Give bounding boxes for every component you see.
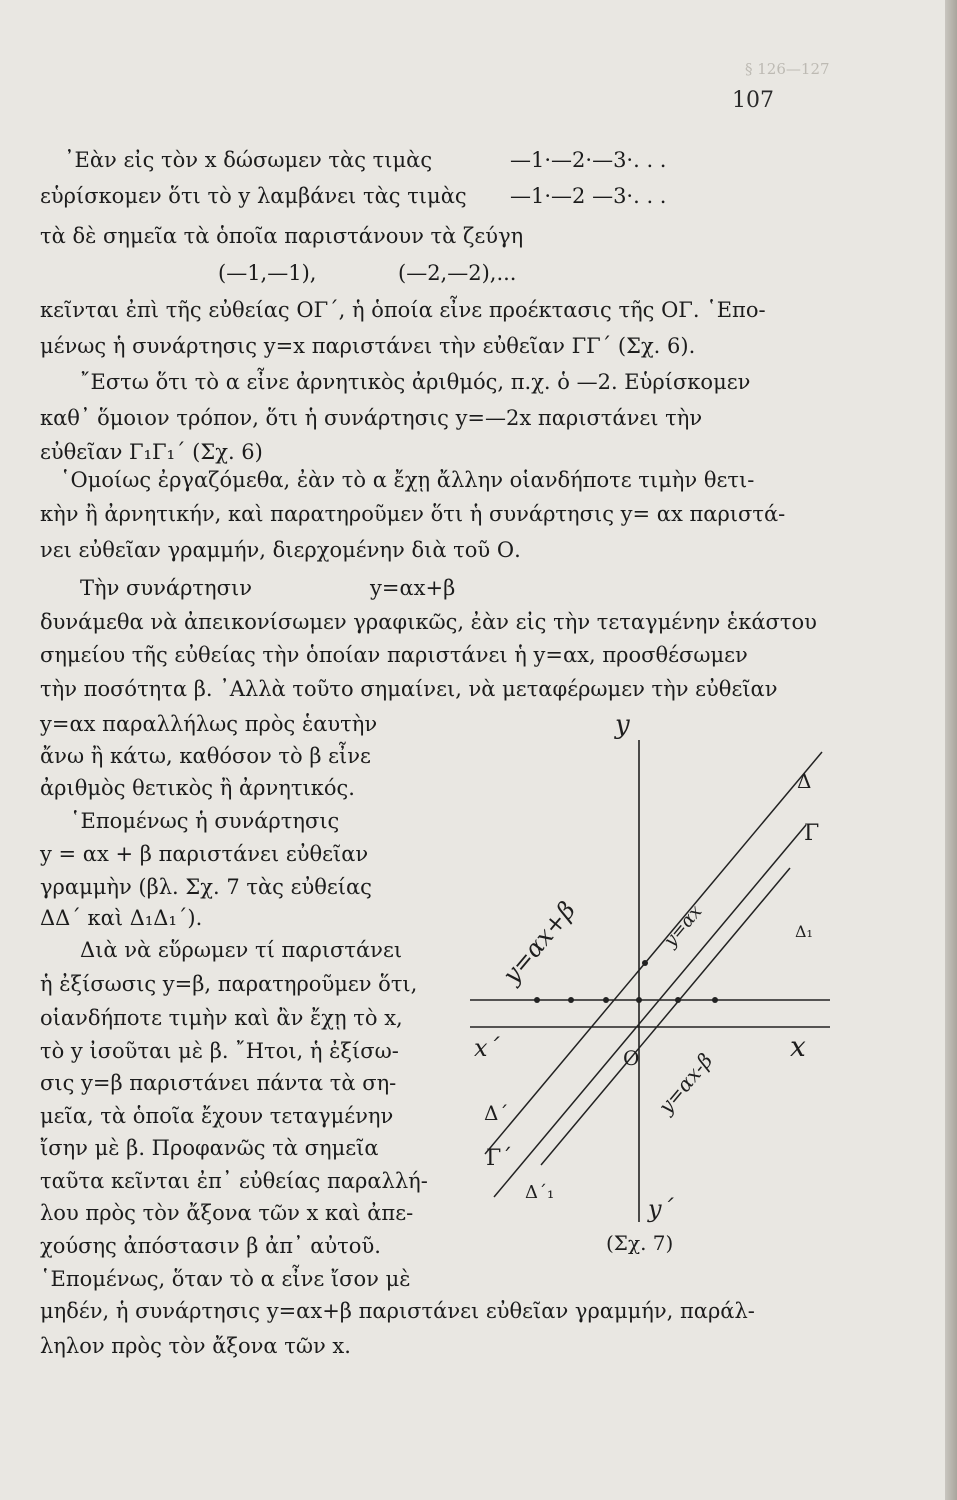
- text-line: χούσης ἀπόστασιν β ἀπ᾿ αὐτοῦ.: [40, 1234, 381, 1258]
- text-line: μεῖα, τὰ ὁποῖα ἔχουν τεταγμένην: [40, 1104, 394, 1128]
- plot-point: [534, 997, 540, 1003]
- line-gamma: [494, 825, 806, 1197]
- text-line: τὰ δὲ σημεῖα τὰ ὁποῖα παριστάνουν τὰ ζεύγη: [40, 224, 524, 248]
- plot-point: [603, 997, 609, 1003]
- text-line: τὴν ποσότητα β. ᾿Αλλὰ τοῦτο σημαίνει, νὰ μεταφέρωμεν τὴν εὐθεῖαν: [40, 677, 778, 701]
- equation-label: y=αx: [659, 901, 707, 952]
- plot-point: [642, 960, 648, 966]
- label-delta: Δ: [797, 769, 812, 793]
- label-delta1: Δ₁: [795, 922, 813, 941]
- text-line: καθ᾿ ὅμοιον τρόπον, ὅτι ἡ συνάρτησις y=—2x παριστάνει τὴν: [40, 406, 703, 430]
- coordinate-pair: (—2,—2),...: [398, 261, 517, 285]
- plot-point: [675, 997, 681, 1003]
- plot-point: [636, 997, 642, 1003]
- text-line: ῎Εστω ὅτι τὸ α εἶνε ἀρνητικὸς ἀριθμός, π.χ. ὁ —2. Εὑρίσκομεν: [80, 370, 751, 394]
- text-line: δυνάμεθα νὰ ἀπεικονίσωμεν γραφικῶς, ἐὰν εἰς τὴν τεταγμένην ἑκάστου: [40, 610, 817, 634]
- text-line: ῾Ομοίως ἐργαζόμεθα, ἐὰν τὸ α ἔχῃ ἄλλην οἱανδήποτε τιμὴν θετι-: [60, 468, 755, 492]
- label-y: y: [615, 710, 630, 740]
- text-line: Τὴν συνάρτησιν: [80, 576, 252, 600]
- label-x: x: [790, 1030, 806, 1063]
- figure-caption: (Σχ. 7): [606, 1231, 674, 1255]
- text-line: γραμμὴν (βλ. Σχ. 7 τὰς εὐθείας: [40, 875, 372, 899]
- text-line: οἱανδήποτε τιμὴν καὶ ἂν ἔχῃ τὸ x,: [40, 1006, 403, 1030]
- text-line: λου πρὸς τὸν ἄξονα τῶν x καὶ ἀπε-: [40, 1201, 414, 1225]
- text-line: ἴσην μὲ β. Προφανῶς τὰ σημεῖα: [40, 1136, 379, 1160]
- text-line: y=αx παραλλήλως πρὸς ἑαυτὴν: [40, 712, 378, 736]
- plot-point: [712, 997, 718, 1003]
- text-line: μηδέν, ἡ συνάρτησις y=αx+β παριστάνει εὐθεῖαν γραμμήν, παράλ-: [40, 1299, 755, 1323]
- text-line: εὐθεῖαν Γ₁Γ₁΄ (Σχ. 6): [40, 440, 263, 464]
- book-spine-edge: [945, 0, 957, 1500]
- label-x-prime: x΄: [474, 1034, 500, 1062]
- label-delta1-prime: Δ΄₁: [525, 1182, 555, 1203]
- text-line: τὸ y ἰσοῦται μὲ β. ῎Ητοι, ἡ ἐξίσω-: [40, 1039, 399, 1063]
- label-y-prime: y΄: [648, 1195, 674, 1223]
- equation-label: y=αx-β: [653, 1048, 718, 1119]
- value-list: —1·—2·—3·. . .: [510, 148, 667, 172]
- text-line: ΔΔ΄ καὶ Δ₁Δ₁΄).: [40, 906, 203, 930]
- function-formula: y=αx+β: [370, 576, 456, 600]
- text-line: ῾Επομένως, ὅταν τὸ α εἶνε ἴσον μὲ: [40, 1267, 411, 1291]
- value-list: —1·—2 —3·. . .: [510, 184, 667, 208]
- text-line: ἀριθμὸς θετικὸς ἢ ἀρνητικός.: [40, 776, 355, 800]
- label-gamma-prime: Γ΄: [486, 1146, 513, 1171]
- label-delta-prime: Δ΄: [484, 1101, 509, 1125]
- text-line: ᾿Εὰν εἰς τὸν x δώσωμεν τὰς τιμὰς: [64, 148, 433, 172]
- page-number: 107: [732, 88, 774, 113]
- text-line: σημείου τῆς εὐθείας τὴν ὁποίαν παριστάνει ἡ y=αx, προσθέσωμεν: [40, 643, 748, 667]
- text-line: νει εὐθεῖαν γραμμήν, διερχομένην διὰ τοῦ Ο.: [40, 538, 521, 562]
- label-gamma: Γ: [804, 821, 820, 846]
- text-line: ληλον πρὸς τὸν ἄξονα τῶν x.: [40, 1334, 351, 1358]
- equation-label: y=αx+β: [497, 896, 582, 989]
- text-line: σις y=β παριστάνει πάντα τὰ ση-: [40, 1071, 397, 1095]
- text-line: ἡ ἐξίσωσις y=β, παρατηροῦμεν ὅτι,: [40, 972, 418, 996]
- text-line: ῾Επομένως ἡ συνάρτησις: [70, 809, 340, 833]
- bleed-through-header: § 126—127: [745, 60, 830, 78]
- coordinate-pair: (—1,—1),: [218, 261, 317, 285]
- text-line: μένως ἡ συνάρτησις y=x παριστάνει τὴν εὐθεῖαν ΓΓ΄ (Σχ. 6).: [40, 334, 696, 358]
- label-origin: O: [623, 1046, 640, 1070]
- text-line: y = αx + β παριστάνει εὐθεῖαν: [40, 842, 369, 866]
- text-line: εὑρίσκομεν ὅτι τὸ y λαμβάνει τὰς τιμὰς: [40, 184, 467, 208]
- text-line: κεῖνται ἐπὶ τῆς εὐθείας ΟΓ΄, ἡ ὁποία εἶνε προέκτασις τῆς ΟΓ. ῾Επο-: [40, 298, 766, 322]
- text-line: ταῦτα κεῖνται ἐπ᾿ εὐθείας παραλλή-: [40, 1169, 428, 1193]
- text-line: Διὰ νὰ εὕρωμεν τί παριστάνει: [80, 938, 403, 962]
- text-line: κὴν ἢ ἀρνητικήν, καὶ παρατηροῦμεν ὅτι ἡ συνάρτησις y= αx παριστά-: [40, 502, 786, 526]
- plot-point: [568, 997, 574, 1003]
- text-line: ἄνω ἢ κάτω, καθόσον τὸ β εἶνε: [40, 744, 371, 768]
